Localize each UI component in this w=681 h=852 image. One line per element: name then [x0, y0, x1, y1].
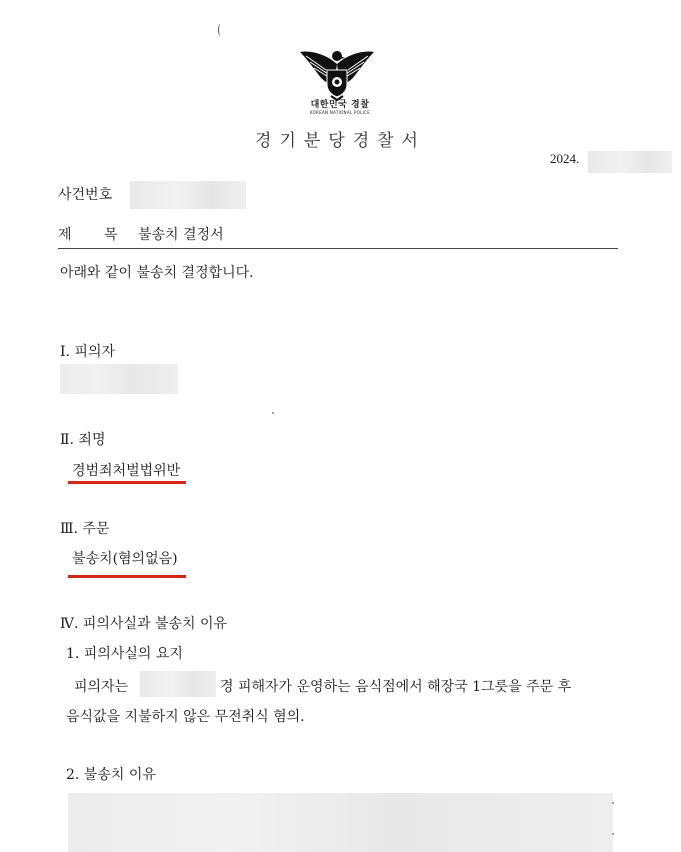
order-red-underline: [68, 575, 186, 578]
redacted-suspect-name: [60, 364, 178, 394]
redacted-reason-text: [68, 793, 613, 852]
section-facts-heading: Ⅳ. 피의사실과 불송치 이유: [60, 616, 228, 632]
logo-korean-text: 대한민국 경찰: [310, 100, 370, 110]
facts-line1-prefix: 피의자는: [74, 679, 129, 695]
facts-subheading-2: 2. 불송치 이유: [66, 767, 156, 783]
document-date: 2024.: [550, 151, 580, 166]
redacted-date: [588, 151, 672, 173]
header-divider: [58, 248, 618, 249]
facts-line1-rest: 경 피해자가 운영하는 음식점에서 해장국 1그릇을 주문 후: [220, 679, 572, 695]
logo-english-text: KOREAN NATIONAL POLICE: [309, 110, 371, 115]
redacted-case-number: [130, 181, 246, 209]
order-value: 불송치(혐의없음): [72, 551, 178, 567]
facts-line2: 음식값을 지불하지 않은 무전취식 혐의.: [66, 709, 305, 725]
section-suspect-heading: Ⅰ. 피의자: [60, 344, 116, 360]
section-order-heading: Ⅲ. 주문: [60, 521, 110, 537]
section-charge-heading: Ⅱ. 죄명: [60, 432, 106, 448]
redacted-incident-time: [140, 671, 216, 697]
intro-text: 아래와 같이 불송치 결정합니다.: [60, 265, 254, 281]
case-number-label: 사건번호: [58, 187, 113, 203]
stray-dot-right-2: [612, 833, 614, 835]
stray-dot-right: [612, 802, 614, 804]
charge-value: 경범죄처벌법위반: [72, 463, 181, 479]
office-title: 경기분당경찰서: [255, 131, 426, 151]
stray-mark: [218, 24, 223, 36]
stray-dot: [272, 412, 274, 414]
charge-red-underline: [68, 481, 186, 484]
subject-value: 불송치 결정서: [138, 227, 224, 243]
subject-label: 제 목: [58, 227, 118, 243]
facts-subheading-1: 1. 피의사실의 요지: [66, 646, 183, 662]
